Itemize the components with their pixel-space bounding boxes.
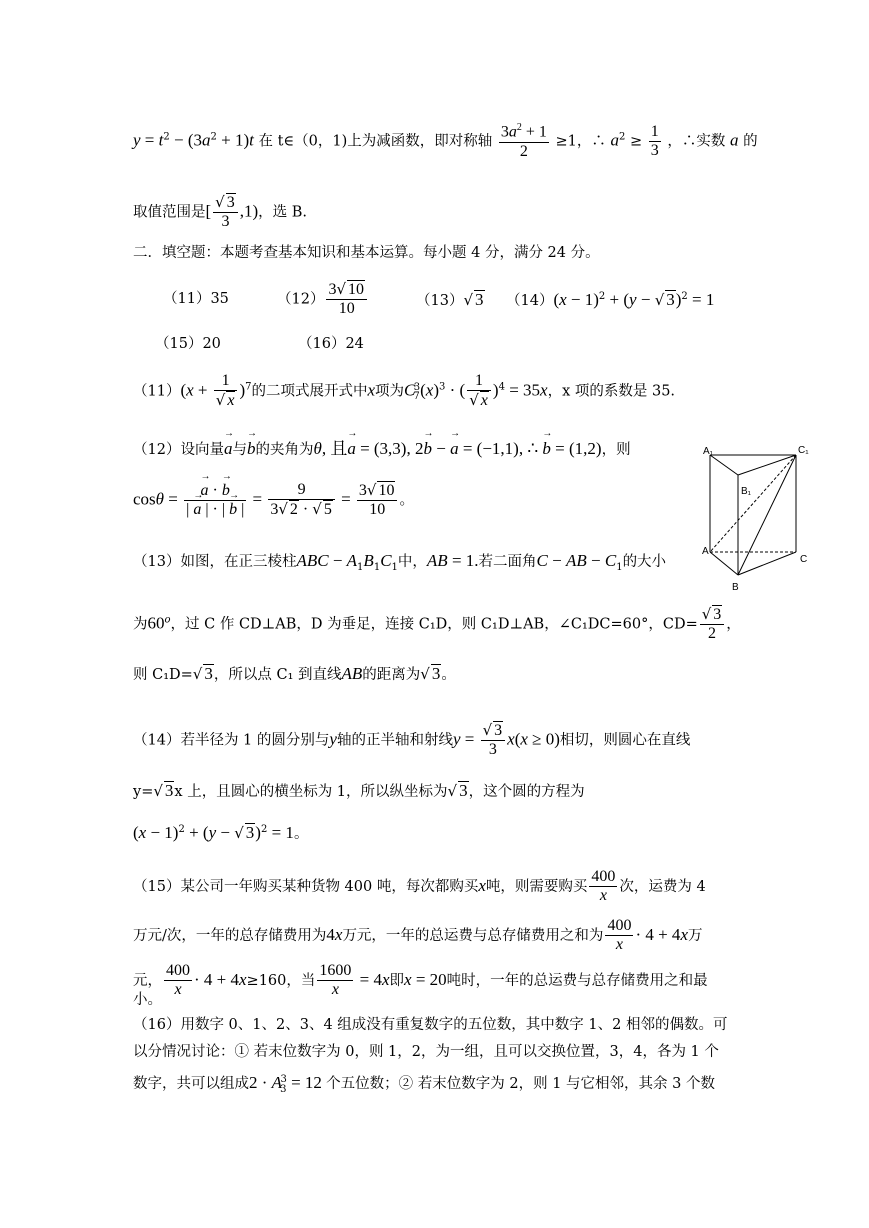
sol15-line2: 万元/次，一年的总存储费用为4x万元，一年的总运费与总存储费用之和为 $\frac{400}{x}$ · 4 + 4x万 — [133, 917, 703, 954]
edge-bc — [738, 552, 796, 575]
sol13-line3: 则 C₁D=√ 3，所以点 C₁ 到直线AB的距离为√ 3。 — [133, 664, 456, 683]
label-c1: C₁ — [798, 445, 809, 456]
answer-13: （13）√ 3 — [416, 290, 484, 309]
answer-14: $(14)(x - 1)^2 + (y$ − √ 3)$^2$ = 1 — [506, 290, 715, 309]
answer-11: （11）35 — [163, 291, 229, 307]
edge-a1b1 — [710, 455, 738, 475]
sol13-line1: （13）如图，在正三棱柱ABC − $A_1B_1C_1$中，AB = 1.若二面角C − AB − $C_1$的大小 — [133, 551, 667, 573]
answer-16: （16）24 — [298, 336, 364, 352]
sol16-line1: （16）用数字 0、1、2、3、4 组成没有重复数字的五位数，其中数字 1、2 相邻的偶数。可 — [133, 1017, 728, 1033]
answer-15: （15）20 — [155, 336, 221, 352]
sol10-line2: 取值范围是[ $\frac{√ 3}{3}$ ,1)，选 B. — [133, 193, 308, 231]
sol15-line4: 小。 — [133, 992, 162, 1008]
label-a1: A₁ — [703, 446, 714, 457]
sol11: （11）(x + $\frac{1}{√ x}$ )$^7$的二项式展开式中x项为$C_7^3(x)^3$ · ( $\frac{1}{√ x}$ )$^4$ = 35x，x 项的系数是 35. — [133, 372, 676, 410]
sol16-line3: 数字，共可以组成$2 \cdot A_3^3 = 12$ 个五位数；② 若末位数字为 2，则 1 与它相邻，其余 3 个数 — [133, 1073, 715, 1095]
label-b: B — [732, 582, 739, 593]
label-b1: B₁ — [741, 486, 752, 497]
edge-ab — [710, 552, 738, 575]
sol12-line1: （12）设向量→ a与→ b的夹角为θ, 且→ a = (3,3), 2→ b − → a = (−1,1), ∴ → b = (1,2)，则 — [133, 440, 631, 458]
sol16-line2: 以分情况讨论：① 若末位数字为 0，则 1，2，为一组，且可以交换位置，3，4，各为 1 个 — [133, 1044, 719, 1060]
sol10-line1: $y = t^2 - (3a^2 + 1)t$ 在 t∈（0，1)上为减函数，即对称轴 $\frac{3a^2 + 1}{2}$ ≥1，∴ $a^2$ ≥ $\frac{1}{3}$ ，∴实数 a 的 — [133, 122, 758, 160]
sol15-line1: （15）某公司一年购买某种货物 400 吨，每次都购买x吨，则需要购买 $\frac{400}{x}$ 次，运费为 4 — [133, 868, 706, 905]
sol14-line1: （14）若半径为 1 的圆分别与y轴的正半轴和射线y = $\frac{√ 3}{3}$ x(x ≥ 0)相切，则圆心在直线 — [133, 721, 691, 759]
sol15-line3: 元， $\frac{400}{x}$ · 4 + 4x≥160，当 $\frac{1600}{x}$ = 4x即x = 20吨时，一年的总运费与总存储费用之和最 — [133, 962, 708, 999]
answer-12: （12） $\frac{3√ 10}{10}$ — [277, 280, 369, 319]
section2-heading: 二．填空题：本题考查基本知识和基本运算。每小题 4 分，满分 24 分。 — [133, 245, 600, 261]
sol14-line3: $(x - 1)^2 + (y$ − √ 3)$^2$ = 1。 — [133, 823, 309, 842]
label-a: A — [702, 546, 709, 557]
sol13-line2: 为60$^o$，过 C 作 CD⊥AB，D 为垂足，连接 C₁D，则 C₁D⊥AB，∠C₁DC=60°，CD= $\frac{√ 3}{2}$ ， — [133, 605, 741, 643]
sol12-line2: cosθ = → $\frac{a \cdot \to b}{| \to a | \cdot | \to b |}$ = $\frac{9}{3√ 2 \cdot √ 5}$ = $\frac{3√ 10}{10}$ 。 — [133, 481, 414, 520]
edge-c1b — [738, 455, 796, 575]
prism-figure — [700, 440, 815, 595]
label-c: C — [800, 554, 808, 565]
sol14-line2: y=√ 3x 上，且圆心的横坐标为 1，所以纵坐标为√ 3，这个圆的方程为 — [133, 781, 585, 800]
